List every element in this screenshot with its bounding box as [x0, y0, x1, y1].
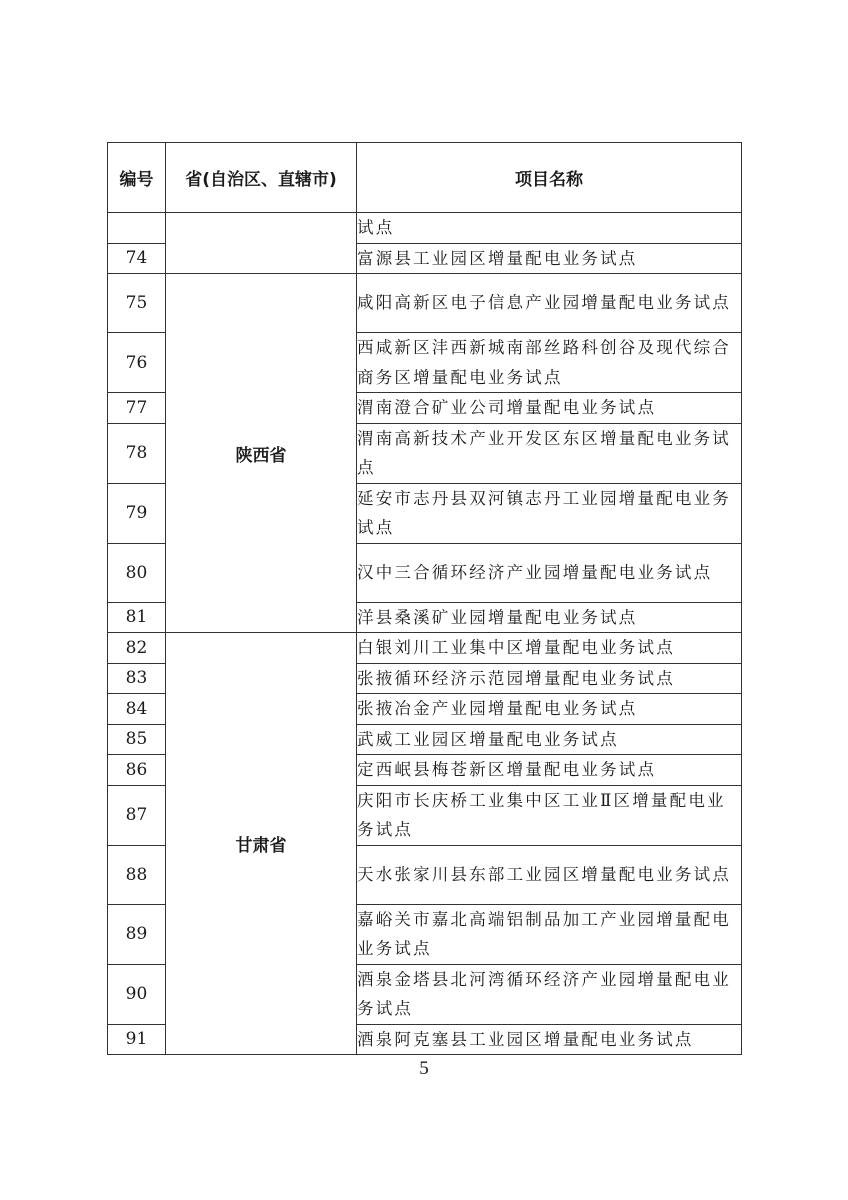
number-cell: 76 — [108, 333, 166, 393]
project-name-cell: 洋县桑溪矿业园增量配电业务试点 — [357, 602, 742, 633]
project-name-cell: 武威工业园区增量配电业务试点 — [357, 724, 742, 755]
number-cell: 91 — [108, 1024, 166, 1055]
project-name-cell: 西咸新区沣西新城南部丝路科创谷及现代综合商务区增量配电业务试点 — [357, 333, 742, 393]
project-name-cell: 酒泉金塔县北河湾循环经济产业园增量配电业务试点 — [357, 964, 742, 1024]
project-name-cell: 白银刘川工业集中区增量配电业务试点 — [357, 633, 742, 664]
project-name-cell: 富源县工业园区增量配电业务试点 — [357, 243, 742, 274]
project-name-cell: 渭南高新技术产业开发区东区增量配电业务试点 — [357, 423, 742, 483]
number-cell: 80 — [108, 543, 166, 602]
number-cell: 79 — [108, 483, 166, 543]
number-cell: 75 — [108, 274, 166, 333]
number-cell: 74 — [108, 243, 166, 274]
project-name-cell: 张掖循环经济示范园增量配电业务试点 — [357, 663, 742, 694]
header-number: 编号 — [108, 143, 166, 213]
number-cell — [108, 213, 166, 244]
project-name-cell: 汉中三合循环经济产业园增量配电业务试点 — [357, 543, 742, 602]
number-cell: 89 — [108, 904, 166, 964]
project-name-cell: 酒泉阿克塞县工业园区增量配电业务试点 — [357, 1024, 742, 1055]
project-name-cell: 天水张家川县东部工业园区增量配电业务试点 — [357, 845, 742, 904]
number-cell: 78 — [108, 423, 166, 483]
number-cell: 81 — [108, 602, 166, 633]
project-name-cell: 试点 — [357, 213, 742, 244]
number-cell: 77 — [108, 393, 166, 424]
pilot-projects-table — [107, 142, 742, 1055]
project-name-cell: 张掖冶金产业园增量配电业务试点 — [357, 694, 742, 725]
project-name-cell: 嘉峪关市嘉北高端铝制品加工产业园增量配电业务试点 — [357, 904, 742, 964]
number-cell: 90 — [108, 964, 166, 1024]
number-cell: 82 — [108, 633, 166, 664]
project-name-cell: 咸阳高新区电子信息产业园增量配电业务试点 — [357, 274, 742, 333]
table-row — [108, 274, 742, 333]
number-cell: 86 — [108, 755, 166, 786]
project-name-cell: 延安市志丹县双河镇志丹工业园增量配电业务试点 — [357, 483, 742, 543]
header-project-name: 项目名称 — [357, 143, 742, 213]
number-cell: 88 — [108, 845, 166, 904]
number-cell: 83 — [108, 663, 166, 694]
number-cell: 85 — [108, 724, 166, 755]
province-cell-gansu: 甘肃省 — [166, 633, 357, 1055]
table-row — [108, 213, 742, 244]
project-name-cell: 庆阳市长庆桥工业集中区工业Ⅱ区增量配电业务试点 — [357, 785, 742, 845]
project-name-cell: 渭南澄合矿业公司增量配电业务试点 — [357, 393, 742, 424]
province-cell-shaanxi: 陕西省 — [166, 274, 357, 633]
province-cell-continued — [166, 213, 357, 274]
header-row — [108, 143, 742, 213]
page-number: 5 — [419, 1058, 429, 1079]
header-province: 省(自治区、直辖市) — [166, 143, 357, 213]
number-cell: 84 — [108, 694, 166, 725]
project-name-cell: 定西岷县梅苍新区增量配电业务试点 — [357, 755, 742, 786]
number-cell: 87 — [108, 785, 166, 845]
table-row — [108, 633, 742, 664]
